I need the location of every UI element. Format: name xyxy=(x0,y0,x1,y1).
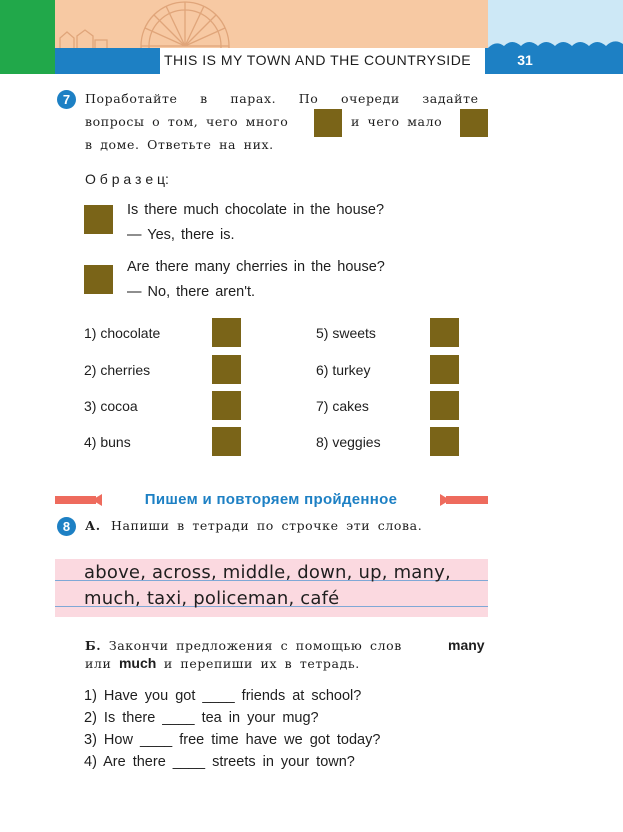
copy-words-line2: much, taxi, policeman, café xyxy=(84,588,340,609)
list-item: 4) buns xyxy=(84,434,131,450)
section-title: Пишем и повторяем пройденное xyxy=(96,490,446,510)
task7-instruction-line2: вопросы о том, чего много xyxy=(85,114,289,129)
part-b-line2 xyxy=(85,655,360,671)
list-item: 7) cakes xyxy=(316,398,369,414)
item-picture xyxy=(212,318,241,347)
part-b-label: Б. xyxy=(85,638,102,653)
task7-instruction-line4: в доме. Ответьте на них. xyxy=(85,137,274,152)
example-picture xyxy=(84,205,113,234)
task7-instruction-line1: Поработайте в парах. По очереди задайте xyxy=(85,91,479,106)
copy-words-line1: above, across, middle, down, up, many, xyxy=(84,562,451,583)
example2-question: Are there many cherries in the house? xyxy=(127,259,385,275)
sentence-item: 4) Are there ____ streets in your town? xyxy=(84,754,355,770)
banner-arrow-left-icon xyxy=(92,494,102,506)
example1-answer: — Yes, there is. xyxy=(127,227,235,243)
list-item: 3) cocoa xyxy=(84,398,138,414)
part-a-label: А. xyxy=(85,518,101,533)
chapter-title: THIS IS MY TOWN AND THE COUNTRYSIDE xyxy=(164,52,472,68)
example1-question: Is there much chocolate in the house? xyxy=(127,202,385,218)
keyword-much: much xyxy=(118,655,157,671)
banner-arrow-right-icon xyxy=(440,494,450,506)
chapter-title-box xyxy=(160,48,485,74)
part-a-text: Напиши в тетради по строчке эти слова. xyxy=(111,518,423,533)
sentence-item: 1) Have you got ____ friends at school? xyxy=(84,688,362,704)
item-picture xyxy=(212,355,241,384)
example2-answer: — No, there aren't. xyxy=(127,284,256,300)
page-number: 31 xyxy=(517,52,533,68)
task-number-7: 7 xyxy=(57,90,76,109)
item-picture xyxy=(212,391,241,420)
header-illustration xyxy=(55,0,488,48)
item-picture xyxy=(430,318,459,347)
item-picture xyxy=(430,391,459,420)
picture-placeholder xyxy=(314,109,342,137)
sentence-item: 2) Is there ____ tea in your mug? xyxy=(84,710,319,726)
cloud-wave-decoration xyxy=(488,0,623,48)
keyword-many: many xyxy=(448,637,485,653)
ferris-wheel-illustration xyxy=(55,0,488,48)
part-b-line2-suffix: и перепиши их в тетрадь. xyxy=(163,656,360,671)
part-b-line2-prefix: или xyxy=(85,656,112,671)
task7-instruction-line3: и чего мало xyxy=(351,114,443,129)
header-green-tab xyxy=(0,0,55,74)
picture-placeholder xyxy=(460,109,488,137)
item-picture xyxy=(430,355,459,384)
list-item: 1) chocolate xyxy=(84,325,161,341)
list-item: 8) veggies xyxy=(316,434,381,450)
item-picture xyxy=(430,427,459,456)
header-sky xyxy=(488,0,623,48)
example-picture xyxy=(84,265,113,294)
sample-label: О б р а з е ц: xyxy=(85,171,169,187)
list-item: 2) cherries xyxy=(84,362,151,378)
list-item: 5) sweets xyxy=(316,325,376,341)
part-b-text: Закончи предложения с помощью слов xyxy=(108,638,402,653)
list-item: 6) turkey xyxy=(316,362,371,378)
sentence-item: 3) How ____ free time have we got today? xyxy=(84,732,381,748)
part-b-line1 xyxy=(85,638,402,653)
task-number-8: 8 xyxy=(57,517,76,536)
item-picture xyxy=(212,427,241,456)
